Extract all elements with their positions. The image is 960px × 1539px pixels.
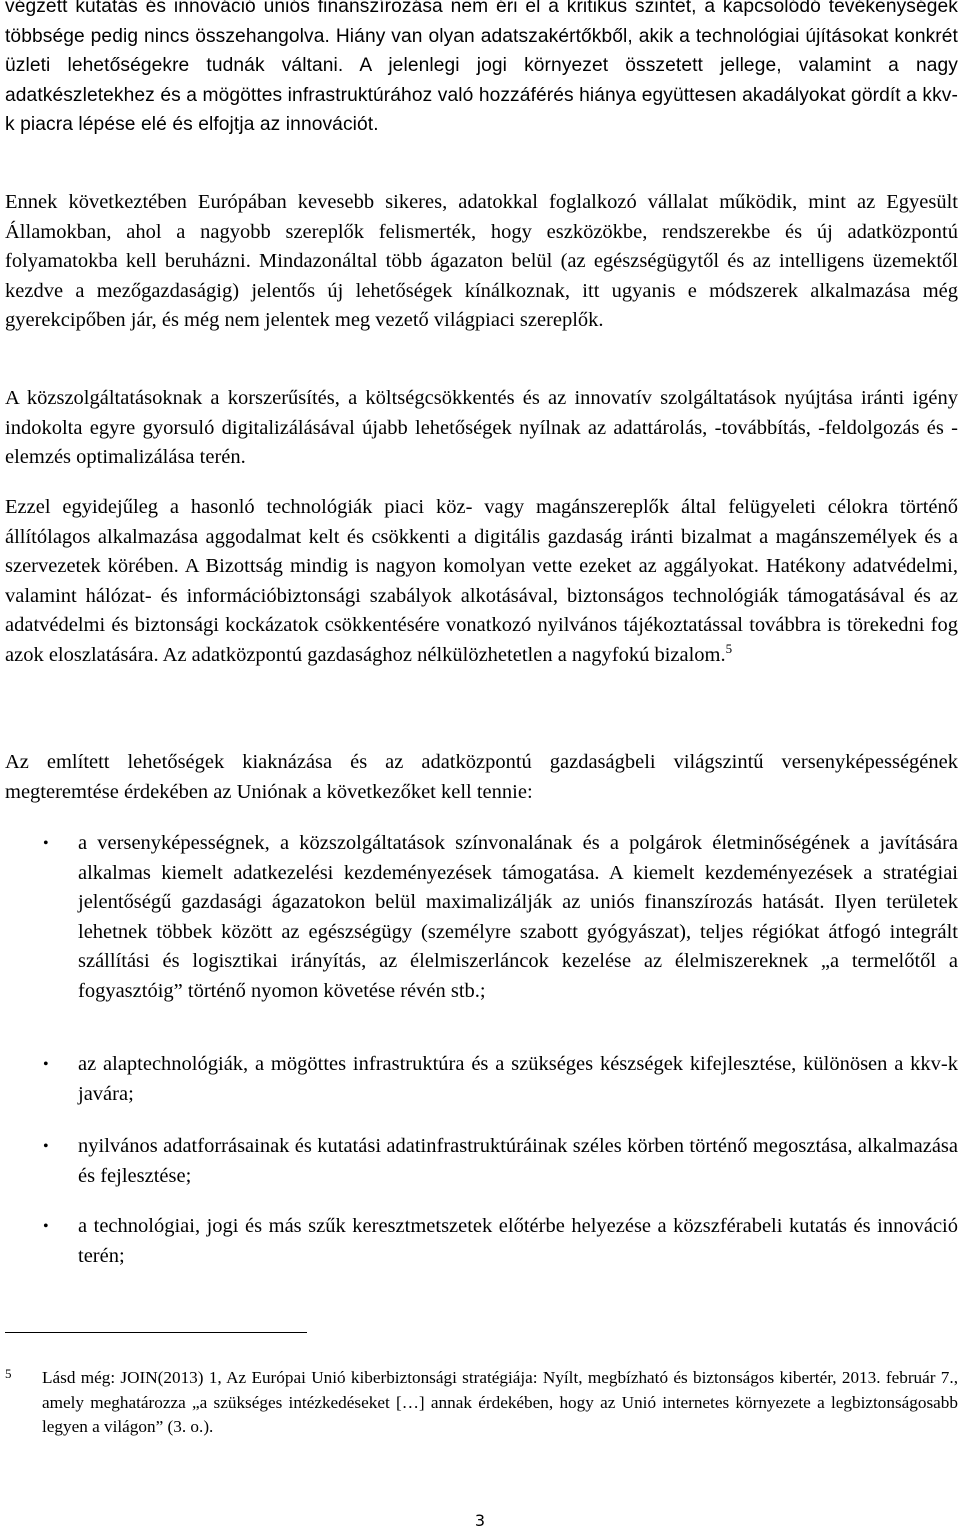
- footnote-reference: 5: [725, 640, 733, 656]
- bullet-glyph: •: [43, 1218, 49, 1235]
- paragraph-4: [5, 493, 958, 671]
- bullet-glyph: •: [43, 835, 49, 852]
- paragraph-3: A közszolgáltatásoknak a korszerűsítés, a költségcsökkentés és az innovatív szolgáltatások nyújtása iránti igény indokolta egyre gyorsuló digitalizálásával újabb lehetőségek nyílnak az adattárolás, -továbbítás, -feldolgozás és -elemzés optimalizálása terén.: [5, 387, 958, 469]
- bullet-glyph: •: [43, 1138, 49, 1155]
- bullet-glyph: •: [43, 1056, 49, 1073]
- footnote-mark: 5: [5, 1366, 12, 1381]
- footnote: [5, 1366, 958, 1440]
- bullet-list-4: [5, 1212, 958, 1271]
- bullet-item: [5, 1050, 958, 1109]
- bullet-text: nyilvános adatforrásainak és kutatási adatinfrastruktúráinak széles körben történő megosztása, alkalmazása és fejlesztése;: [78, 1135, 958, 1187]
- bullet-list-2: [5, 1050, 958, 1109]
- footnote-separator: [5, 1332, 307, 1333]
- page-number: 3: [474, 1511, 486, 1530]
- paragraph-2: Ennek következtében Európában kevesebb sikeres, adatokkal foglalkozó vállalat működik, mint az Egyesült Államokban, ahol a nagyobb szereplők felismerték, hogy eszközökbe, rendszerekbe és új adatközpontú folyamatokba kell beruházni. Mindazonáltal több ágazaton belül (az egészségügytől és az intelligens üzemektől kezdve a mezőgazdaságig) jelentős új lehetőségek kínálkoznak, itt ugyanis e módszerek alkalmazása még gyerekcipőben jár, és még nem jelentek meg vezető világpiaci szereplők.: [5, 191, 958, 332]
- paragraph-4-text: Ezzel egyidejűleg a hasonló technológiák piaci köz- vagy magánszereplők által felügyeleti célokra történő állítólagos alkalmazása aggodalmat kelt és csökkenti a digitális gazdaság iránti bizalmat a magánszemélyek és a szervezetek körében. A Bizottság mindig is nagyon komolyan vette ezeket az aggályokat. Hatékony adatvédelmi, valamint hálózat- és információbiztonsági szabályok alkotásával, biztonságos technológiák támogatásával és az adatvédelmi és biztonsági kockázatok csökkentésére vonatkozó nyilvános tájékoztatással továbbra is törekedni fog azok eloszlatására. Az adatközpontú gazdasághoz nélkülözhetetlen a nagyfokú bizalom.: [5, 496, 958, 666]
- bullet-item: [5, 1132, 958, 1191]
- paragraph-1: végzett kutatás és innováció uniós finanszírozása nem éri el a kritikus szintet, a kapcsolódó tevékenységek többsége pedig nincs összehangolva. Hiány van olyan adatszakértőkből, akik a technológiai újításokat konkrét üzleti lehetőségekre tudnák váltani. A jelenlegi jogi környezet összetett jellege, valamint a nagy adatkészletekhez és a mögöttes infrastruktúrához való hozzáférés hiánya együttesen akadályokat gördít a kkv-k piacra lépése elé és elfojtja az innovációt.: [5, 0, 958, 136]
- bullet-text: az alaptechnológiák, a mögöttes infrastruktúra és a szükséges készségek kifejlesztése, különösen a kkv-k javára;: [78, 1053, 958, 1105]
- bullet-text: a versenyképességnek, a közszolgáltatások színvonalának és a polgárok életminőségének a javítására alkalmas kiemelt adatkezelési kezdeményezések támogatása. A kiemelt kezdeményezések a stratégiai jelentőségű gazdasági ágazatokon belül maximalizálják az uniós finanszírozás hatását. Ilyen területek lehetnek többek között az egészségügy (személyre szabott gyógyászat), teljes régiókat átfogó integrált szállítási és logisztikai irányítás, az élelmiszerláncok kezelése az élelmiszereknek „a termelőtől a fogyasztóig” történő nyomon követése révén stb.;: [78, 832, 958, 1002]
- bullet-item: [5, 829, 958, 1007]
- paragraph-5: Az említett lehetőségek kiaknázása és az adatközpontú gazdaságbeli világszintű versenyképességének megteremtése érdekében az Uniónak a következőket kell tennie:: [5, 751, 958, 803]
- bullet-list-3: [5, 1132, 958, 1191]
- bullet-list: [5, 829, 958, 1007]
- bullet-text: a technológiai, jogi és más szűk keresztmetszetek előtérbe helyezése a közszférabeli kutatás és innováció terén;: [78, 1215, 958, 1267]
- bullet-item: [5, 1212, 958, 1271]
- footnote-text: Lásd még: JOIN(2013) 1, Az Európai Unió kiberbiztonsági stratégiája: Nyílt, megbízható és biztonságos kibertér, 2013. február 7., amely meghatározza „a szükséges intézkedéseket […] annak érdekében, hogy az Unió internetes környezete a legbiztonságosabb legyen a világon” (3. o.).: [42, 1368, 958, 1437]
